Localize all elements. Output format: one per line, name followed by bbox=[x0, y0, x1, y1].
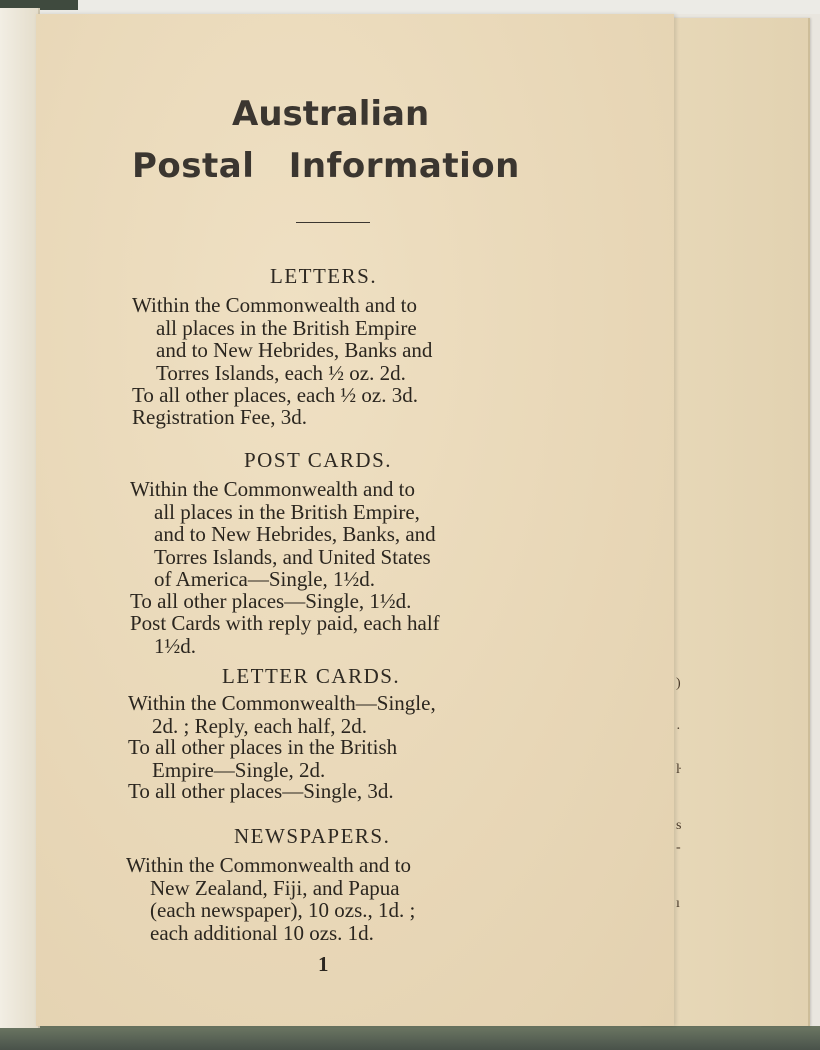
bleed-mark: · bbox=[676, 722, 681, 737]
text-line: (each newspaper), 10 ozs., 1d. ; bbox=[150, 898, 416, 922]
paragraph bbox=[132, 294, 432, 384]
text-line: Torres Islands, and United States bbox=[154, 544, 431, 569]
paragraph bbox=[126, 854, 415, 944]
text-line: and to New Hebrides, Banks and bbox=[156, 338, 433, 362]
text-line: 1½d. bbox=[154, 633, 196, 658]
text-line: and to New Hebrides, Banks, and bbox=[154, 522, 436, 546]
text-line: Within the Commonwealth and to bbox=[132, 293, 417, 317]
bleed-mark: ) bbox=[676, 676, 681, 691]
paragraph bbox=[128, 692, 436, 737]
text-line: each additional 10 ozs. 1d. bbox=[150, 920, 374, 945]
bleed-mark: ı bbox=[676, 896, 680, 911]
title-divider bbox=[296, 222, 370, 223]
paragraph bbox=[132, 384, 418, 407]
text-line: Registration Fee, 3d. bbox=[132, 405, 307, 429]
text-line: Post Cards with reply paid, each half bbox=[130, 611, 440, 635]
text-line: of America—Single, 1½d. bbox=[154, 567, 376, 591]
page-1 bbox=[36, 14, 674, 1026]
book-cover-cloth bbox=[0, 1026, 820, 1050]
paragraph bbox=[128, 736, 397, 781]
paragraph bbox=[130, 612, 440, 657]
section-heading-newspapers: NEWSPAPERS. bbox=[234, 824, 391, 848]
text-line: Torres Islands, each ½ oz. 2d. bbox=[156, 360, 406, 385]
text-line: all places in the British Empire, bbox=[154, 499, 420, 524]
bleed-mark: ŀ bbox=[676, 762, 681, 777]
paragraph bbox=[128, 780, 394, 803]
paragraph bbox=[132, 406, 307, 429]
section-heading-letters: LETTERS. bbox=[270, 264, 378, 288]
book-top-edge bbox=[0, 0, 820, 14]
text-line: all places in the British Empire bbox=[156, 315, 417, 340]
left-page-edge bbox=[0, 8, 40, 1028]
paragraph bbox=[130, 478, 436, 591]
section-heading-letter-cards: LETTER CARDS. bbox=[222, 664, 401, 688]
text-line: To all other places, each ½ oz. 3d. bbox=[132, 383, 419, 407]
page-title-line-2: Postal Information bbox=[132, 146, 520, 186]
text-line: To all other places in the British bbox=[128, 735, 398, 759]
text-line: To all other places—Single, 1½d. bbox=[130, 589, 412, 613]
bleed-mark: - bbox=[676, 840, 681, 855]
page-title-line-1: Australian bbox=[232, 94, 430, 134]
text-line: Within the Commonwealth and to bbox=[126, 853, 411, 877]
text-line: New Zealand, Fiji, and Papua bbox=[150, 875, 400, 900]
section-heading-post-cards: POST CARDS. bbox=[244, 448, 392, 472]
text-line: Within the Commonwealth—Single, bbox=[128, 691, 436, 715]
text-line: 2d. ; Reply, each half, 2d. bbox=[152, 713, 367, 738]
text-line: Within the Commonwealth and to bbox=[130, 477, 415, 501]
bleed-mark: s bbox=[676, 818, 682, 833]
page-number: 1 bbox=[318, 952, 329, 976]
text-line: To all other places—Single, 3d. bbox=[128, 779, 394, 803]
page-content bbox=[36, 14, 674, 1026]
text-line: Empire—Single, 2d. bbox=[152, 757, 326, 782]
paragraph bbox=[130, 590, 411, 613]
